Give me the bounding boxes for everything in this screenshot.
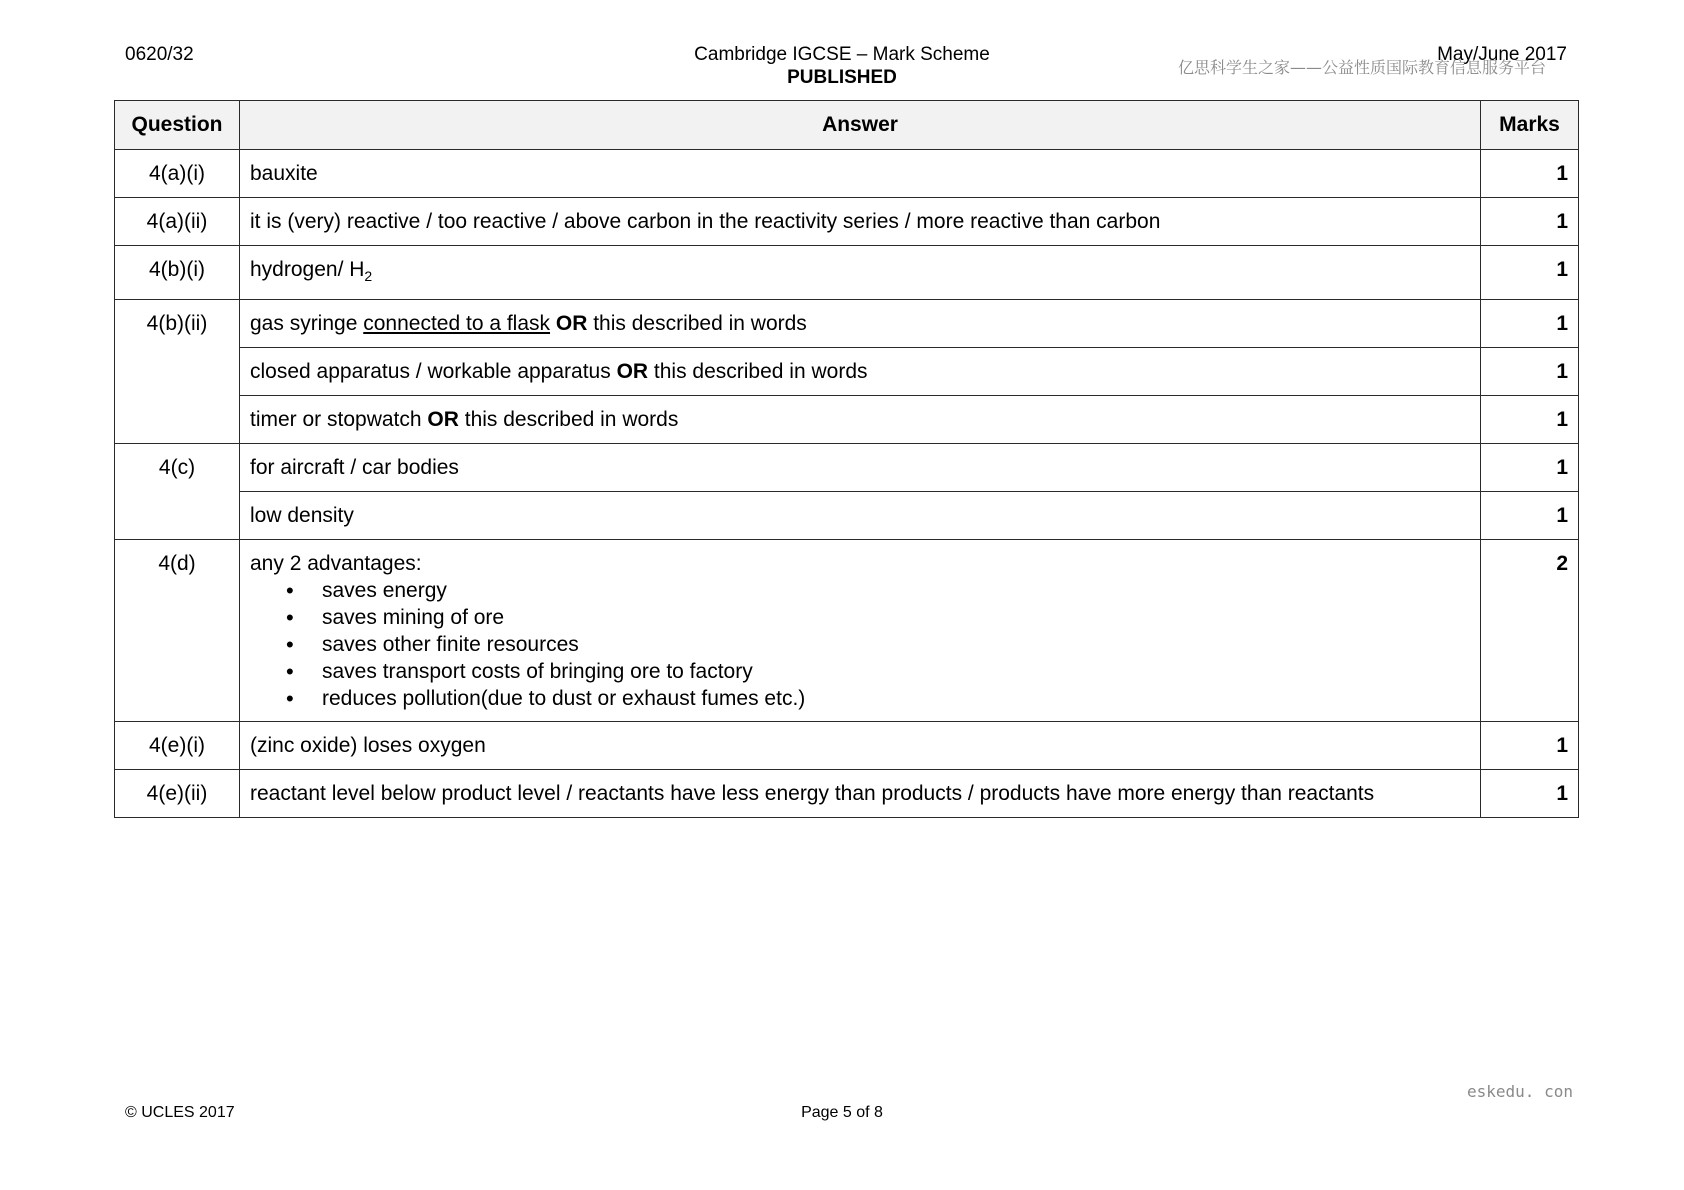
- marks-cell: 1: [1481, 300, 1579, 348]
- list-item: • saves mining of ore: [322, 604, 1470, 631]
- marks-cell: 1: [1481, 396, 1579, 444]
- table-row: [115, 246, 1579, 300]
- table-header-row: [115, 101, 1579, 150]
- table-row: [115, 348, 1579, 396]
- marks-cell: 1: [1481, 246, 1579, 300]
- marks-cell: 1: [1481, 492, 1579, 540]
- question-cell: 4(e)(ii): [115, 770, 240, 818]
- question-cell: 4(d): [115, 540, 240, 722]
- answer-text: this described in words: [648, 360, 868, 384]
- question-cell: 4(b)(i): [115, 246, 240, 300]
- question-cell: 4(a)(ii): [115, 198, 240, 246]
- or-keyword: OR: [555, 312, 588, 336]
- page-number: Page 5 of 8: [801, 1104, 883, 1121]
- table-row: [115, 300, 1579, 348]
- answer-cell: for aircraft / car bodies: [240, 444, 1481, 492]
- answer-text: this described in words: [587, 312, 807, 336]
- exam-session: May/June 2017: [1437, 44, 1567, 65]
- underlined-text: connected to a flask: [363, 312, 551, 336]
- list-item: • saves transport costs of bringing ore to factory: [322, 658, 1470, 685]
- answer-text: hydrogen/ H: [250, 258, 365, 281]
- question-header: Question: [115, 101, 240, 150]
- marks-cell: 1: [1481, 198, 1579, 246]
- list-item: • reduces pollution(due to dust or exhaust fumes etc.): [322, 685, 1470, 712]
- answer-cell: [240, 246, 1481, 300]
- question-cell: 4(e)(i): [115, 722, 240, 770]
- marks-cell: 1: [1481, 770, 1579, 818]
- table-row: [115, 198, 1579, 246]
- answer-cell: it is (very) reactive / too reactive / above carbon in the reactivity series / more reactive than carbon: [240, 198, 1481, 246]
- or-keyword: OR: [616, 360, 649, 384]
- table-row: [115, 770, 1579, 818]
- marks-cell: 1: [1481, 722, 1579, 770]
- table-row: [115, 150, 1579, 198]
- question-cell: 4(b)(ii): [115, 300, 240, 444]
- marks-cell: 1: [1481, 348, 1579, 396]
- answer-text: timer or stopwatch: [250, 408, 428, 432]
- answer-cell: [240, 396, 1481, 444]
- marks-cell: 2: [1481, 540, 1579, 722]
- marks-cell: 1: [1481, 444, 1579, 492]
- answer-cell: bauxite: [240, 150, 1481, 198]
- paper-code: 0620/32: [125, 44, 194, 65]
- answer-cell: (zinc oxide) loses oxygen: [240, 722, 1481, 770]
- question-cell: 4(c): [115, 444, 240, 540]
- marks-header: Marks: [1481, 101, 1579, 150]
- answer-cell: [240, 348, 1481, 396]
- question-cell: 4(a)(i): [115, 150, 240, 198]
- mark-scheme-table: [114, 100, 1579, 818]
- list-item: • saves energy: [322, 577, 1470, 604]
- list-item: • saves other finite resources: [322, 631, 1470, 658]
- answer-header: Answer: [240, 101, 1481, 150]
- subscript: 2: [364, 268, 373, 285]
- table-row: [115, 396, 1579, 444]
- table-row: [115, 492, 1579, 540]
- answer-cell: [240, 540, 1481, 722]
- answer-text: closed apparatus / workable apparatus: [250, 360, 617, 384]
- published-label: PUBLISHED: [787, 67, 897, 88]
- answer-intro: any 2 advantages:: [250, 552, 422, 576]
- watermark-header: 亿思科学生之家——公益性质国际教育信息服务平台: [1178, 58, 1547, 77]
- watermark-footer: eskedu. con: [1467, 1082, 1573, 1101]
- answer-cell: low density: [240, 492, 1481, 540]
- answer-text: this described in words: [458, 408, 679, 432]
- answer-cell: reactant level below product level / reactants have less energy than products / products have more energy than reactants: [240, 770, 1481, 818]
- or-keyword: OR: [427, 408, 459, 432]
- advantages-list: [250, 577, 1470, 712]
- mark-scheme-title: Cambridge IGCSE – Mark Scheme: [694, 44, 990, 65]
- answer-cell: [240, 300, 1481, 348]
- copyright: © UCLES 2017: [125, 1104, 235, 1121]
- table-row: [115, 540, 1579, 722]
- answer-text: gas syringe: [250, 312, 364, 336]
- table-row: [115, 722, 1579, 770]
- table-row: [115, 444, 1579, 492]
- marks-cell: 1: [1481, 150, 1579, 198]
